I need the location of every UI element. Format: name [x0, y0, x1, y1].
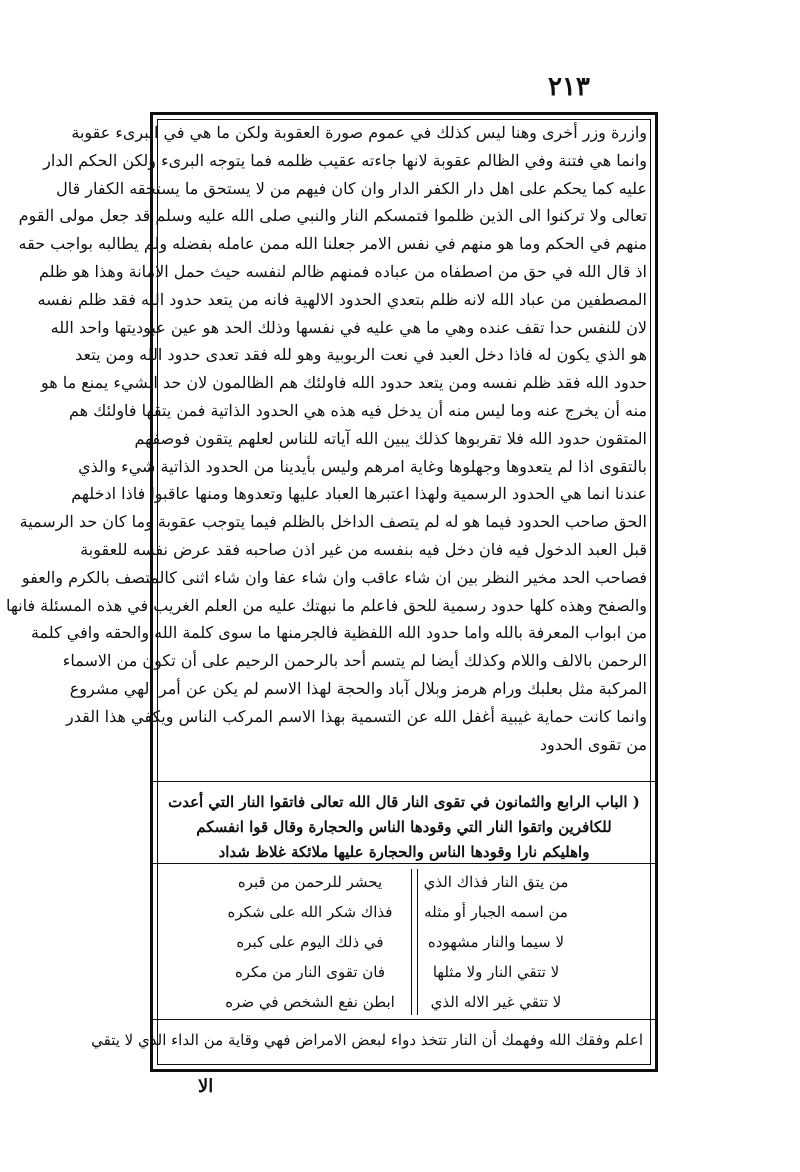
text-line: من تقوى الحدود [539, 734, 647, 754]
text-line: وانما كانت حماية غيبية أغفل الله عن التسمية بهذا الاسم المركب الناس ويكفي هذا القدر [66, 706, 647, 726]
text-line: الرحمن بالالف واللام وكذلك أيضا لم يتسم أحد بالرحمن الرحيم على أن تكون من الاسماء [62, 651, 647, 671]
text-line: المركبة مثل بعلبك ورام هرمز وبلال آباد والحجة لهذا الاسم لم يكن عن أمر الهي مشروع [69, 678, 647, 698]
text-line: منهم في الحكم وما هو منهم في نفس الامر جعلنا الله ممن عامله بفضله ولم يطالبه بواجب حقه [18, 234, 647, 254]
poem-column-divider [417, 869, 418, 1015]
poem-column-divider [411, 869, 412, 1015]
verse-line: فان تقوى النار من مكره [234, 963, 386, 981]
main-text-block [5, 119, 647, 758]
text-line: هو الذي يكون له فاذا دخل العبد في نعت الربوبية وهو لله فقد تعدى حدود الله ومن يتعد [75, 345, 647, 365]
text-line: وانما هي فتنة وفي الظالم عقوبة لانها جاءته عقيب ظلمه فما يتوجه البرىء ولكن الحكم الدار [43, 150, 647, 170]
chapter-heading-line: واهليكم نارا وقودها الناس والحجارة عليها ملائكة غلاظ شداد [218, 843, 590, 861]
text-line: اذ قال الله في حق من اصطفاه من عباده فمنهم ظالم لنفسه حيث حمل الامانة وهذا هو ظلم [38, 261, 647, 281]
text-line: والصفح وهذه كلها حدود رسمية للحق فاعلم ما نبهتك عليه من العلم الغريب في هذه المسئلة فانها [5, 595, 647, 615]
text-line: المتقون حدود الله فلا تقربوها كذلك يبين الله آياته للناس لعلهم يتقون فوصفهم [134, 428, 647, 448]
chapter-heading-line: ( الباب الرابع والثمانون في تقوى النار قال الله تعالى فاتقوا النار التي أعدت [168, 793, 640, 811]
chapter-heading [167, 790, 641, 865]
text-line: قبل العبد الدخول فيه فان دخل فيه بنفسه من غير اذن صاحبه فقد عرض نفسه للعقوبة [80, 539, 647, 559]
verse-line: لا سيما والنار مشهوده [427, 933, 565, 951]
verse-line: من يتق النار فذاك الذي [423, 873, 569, 891]
footer-note: اعلم وفقك الله وفهمك أن النار تتخذ دواء لبعض الامراض فهي وقاية من الداء الذي لا يتقي [91, 1031, 643, 1049]
text-line: فصاحب الحد مخير النظر بين ان شاء عاقب وان شاء عفا وان شاء اثنى كالمتصف بالكرم والعفو [21, 567, 647, 587]
verse-line: فذاك شكر الله على شكره [227, 903, 393, 921]
text-line: منه أن يخرج عنه وما ليس منه أن يدخل فيه هذه هي الحدود الذاتية فمن يتقها فاولئك هم [68, 400, 647, 420]
text-line: حدود الله فقد ظلم نفسه ومن يتعد حدود الله فاولئك هم الظالمون لان حد الشيء يمنع ما هو [40, 373, 647, 393]
text-line: المصطفين من عباد الله لانه ظلم بتعدي الحدود الالهية فانه من يتعد حدود الله فقد ظلم نفسه [37, 289, 647, 309]
text-line: تعالى ولا تركنوا الى الذين ظلموا فتمسكم النار والنبي صلى الله عليه وسلم قد جعل مولى القوم [18, 206, 647, 226]
poem-right-column [411, 867, 581, 1017]
text-line: الحق صاحب الحدود فيما هو له لم يتصف الداخل بالظلم فيما يتوجب عقوبة وما كان حد الرسمية [19, 512, 647, 532]
verse-line: يحشر للرحمن من قبره [237, 873, 383, 891]
verse-line: في ذلك اليوم على كبره [236, 933, 384, 951]
verse-line: ابطن نفع الشخص في ضره [225, 993, 395, 1011]
text-line: عليه كما يحكم على اهل دار الكفر الدار وان كان فيهم من لا يستحق ما يستحقه الكفار قال [56, 178, 647, 198]
verse-line: لا تتقي النار ولا مثلها [432, 963, 560, 981]
page-frame [5, 112, 658, 1072]
text-line: عندنا انما هي الحدود الرسمية ولهذا اعتبرها العباد عليها وتعدوها ومنها عاقبوا فاذا ادخلهم [71, 484, 647, 504]
poem-block [163, 867, 645, 1017]
section-divider [153, 1019, 655, 1020]
text-line: لان للنفس حدا تقف عنده وهي ما هي عليه في نفسها وذلك الحد هو عين عبوديتها واحد الله [50, 317, 647, 337]
verse-line: لا تتقي غير الاله الذي [430, 993, 562, 1011]
section-divider [153, 863, 655, 864]
page-number: ٢١٣ [548, 72, 590, 102]
text-line: وازرة وزر أخرى وهنا ليس كذلك في عموم صورة العقوبة ولكن ما هي في البرىء عقوبة [71, 123, 647, 142]
section-divider [153, 781, 655, 782]
catchword: الا [198, 1076, 214, 1097]
text-line: بالتقوى اذا لم يتعدوها وجهلوها وغاية امرهم وليس بأيدينا من الحدود الذاتية شيء والذي [78, 456, 647, 476]
chapter-heading-line: للكافرين واتقوا النار التي وقودها الناس والحجارة وقال قوا انفسكم [196, 818, 612, 836]
text-line: من ابواب المعرفة بالله واما حدود الله اللفظية فالجرمنها ما سوى كلمة الله والحقه وافي كلمة [30, 623, 647, 643]
poem-left-column [225, 867, 395, 1017]
verse-line: من اسمه الجبار أو مثله [424, 903, 568, 921]
